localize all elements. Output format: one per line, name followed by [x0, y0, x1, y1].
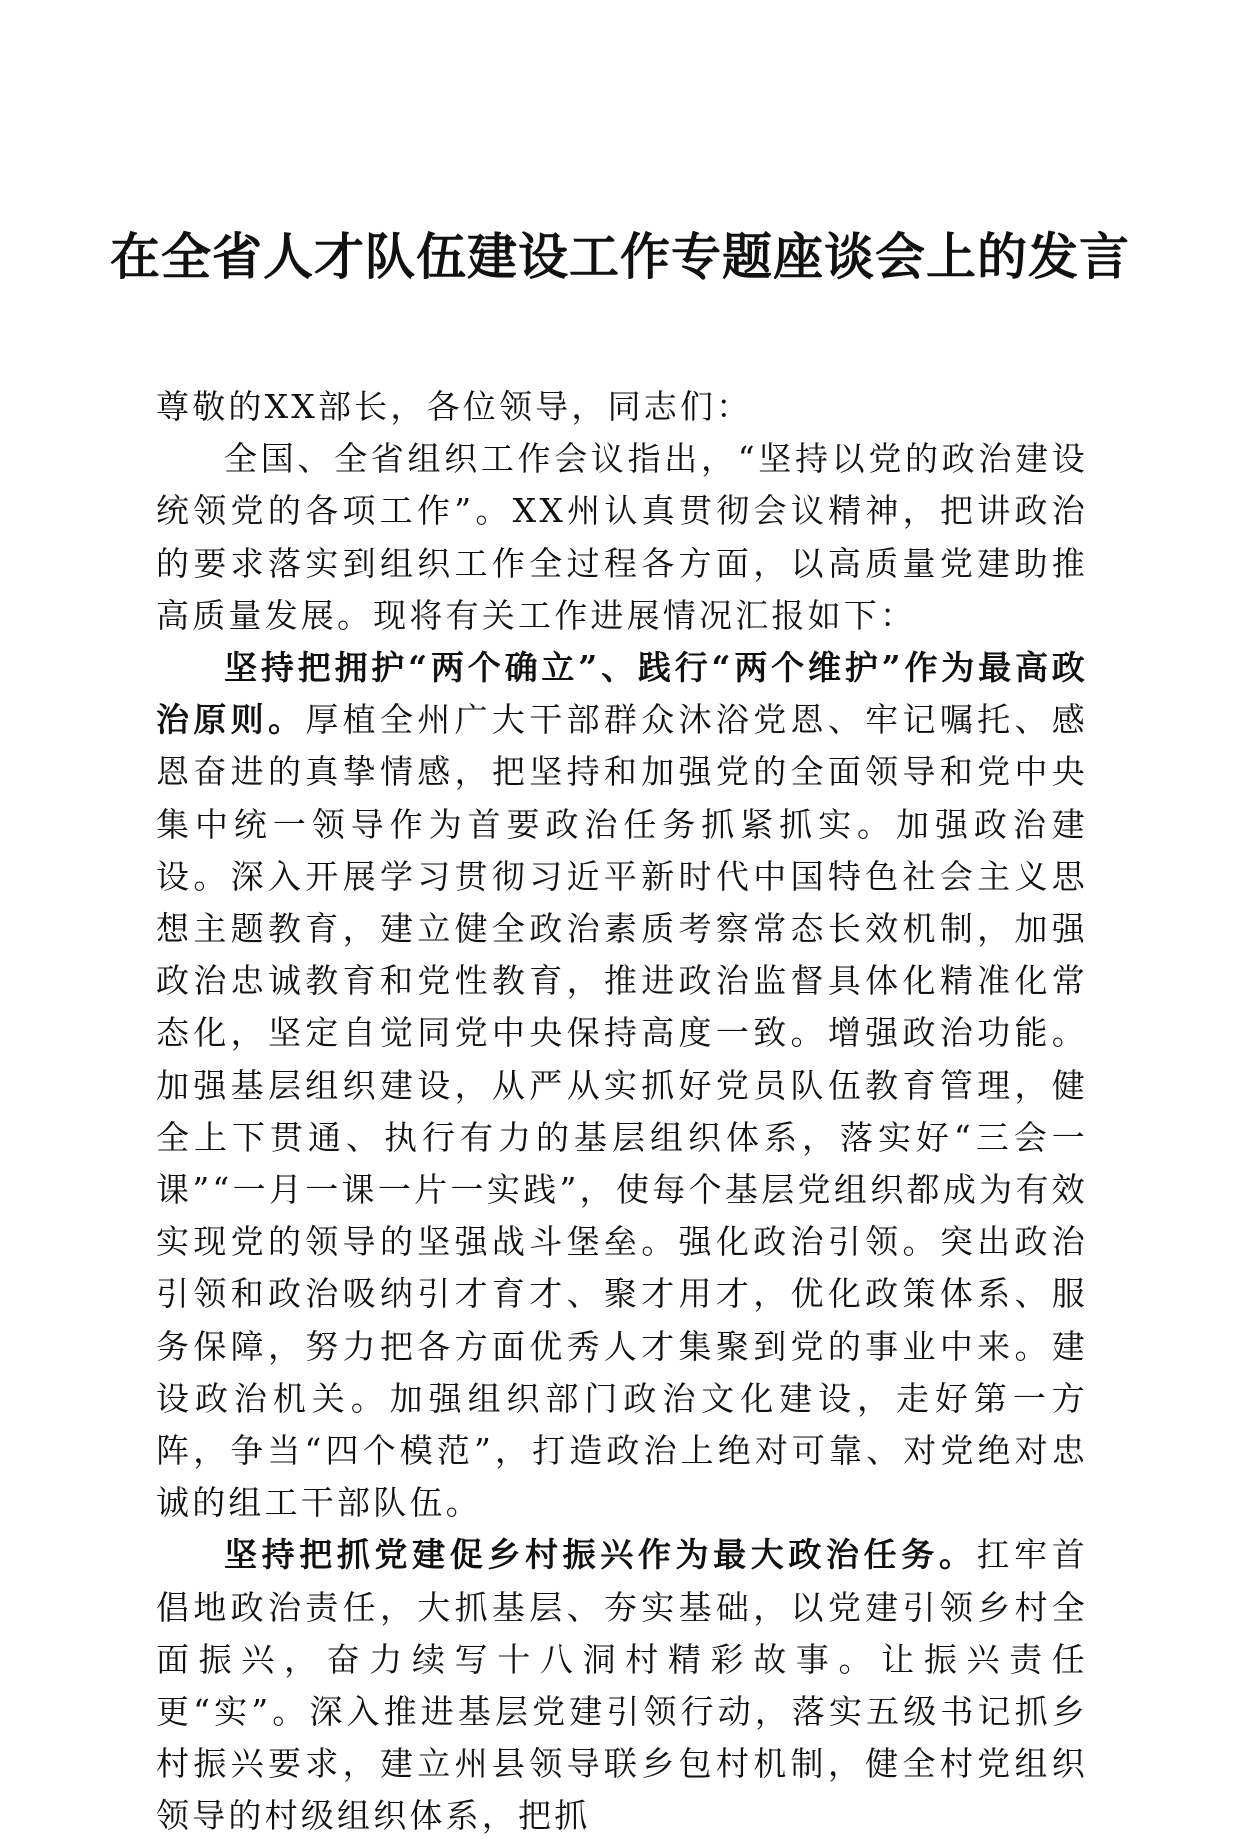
paragraph-lead: 坚持把抓党建促乡村振兴作为最大政治任务。: [224, 1535, 977, 1575]
paragraph-text: 厚植全州广大干部群众沐浴党恩、牢记嘱托、感恩奋进的真挚情感，把坚持和加强党的全面领导和党中央集中统一领导作为首要政治任务抓紧抓实。加强政治建设。深入开展学习贯彻习近平新时代中国特色社会主义思想主题教育，建立健全政治素质考察常态长效机制，加强政治忠诚教育和党性教育，推进政治监督具体化精准化常态化，坚定自觉同党中央保持高度一致。增强政治功能。加强基层组织建设，从严从实抓好党员队伍教育管理，健全上下贯通、执行有力的基层组织体系，落实好“三会一课”“一月一课一片一实践”，使每个基层党组织都成为有效实现党的领导的坚强战斗堡垒。强化政治引领。突出政治引领和政治吸纳引才育才、聚才用才，优化政策体系、服务保障，努力把各方面优秀人才集聚到党的事业中来。建设政治机关。加强组织部门政治文化建设，走好第一方阵，争当“四个模范”，打造政治上绝对可靠、对党绝对忠诚的组工干部队伍。: [156, 700, 1088, 1523]
document-title: 在全省人才队伍建设工作专题座谈会上的发言: [110, 227, 1130, 286]
paragraph-intro: [156, 433, 1088, 642]
paragraph-lead: 坚持把拥护“两个确立”、践行“两个维护”作为最高政治原则。: [156, 648, 1088, 740]
paragraph-text: 全国、全省组织工作会议指出，“坚持以党的政治建设统领党的各项工作”。XX州认真贯彻会议精神，把讲政治的要求落实到组织工作全过程各方面，以高质量党建助推高质量发展。现将有关工作进展情况汇报如下：: [156, 439, 1088, 635]
paragraph-rural-revitalization: [156, 1529, 1088, 1842]
salutation: 尊敬的XX部长，各位领导，同志们：: [156, 387, 753, 426]
paragraph-text: 扛牢首倡地政治责任，大抓基层、夯实基础，以党建引领乡村全面振兴，奋力续写十八洞村精彩故事。让振兴责任更“实”。深入推进基层党建引领行动，落实五级书记抓乡村振兴要求，建立州县领导联乡包村机制，健全村党组织领导的村级组织体系，把抓: [156, 1535, 1089, 1836]
document-body: [156, 381, 1088, 1843]
paragraph-political-principle: [156, 642, 1088, 1529]
